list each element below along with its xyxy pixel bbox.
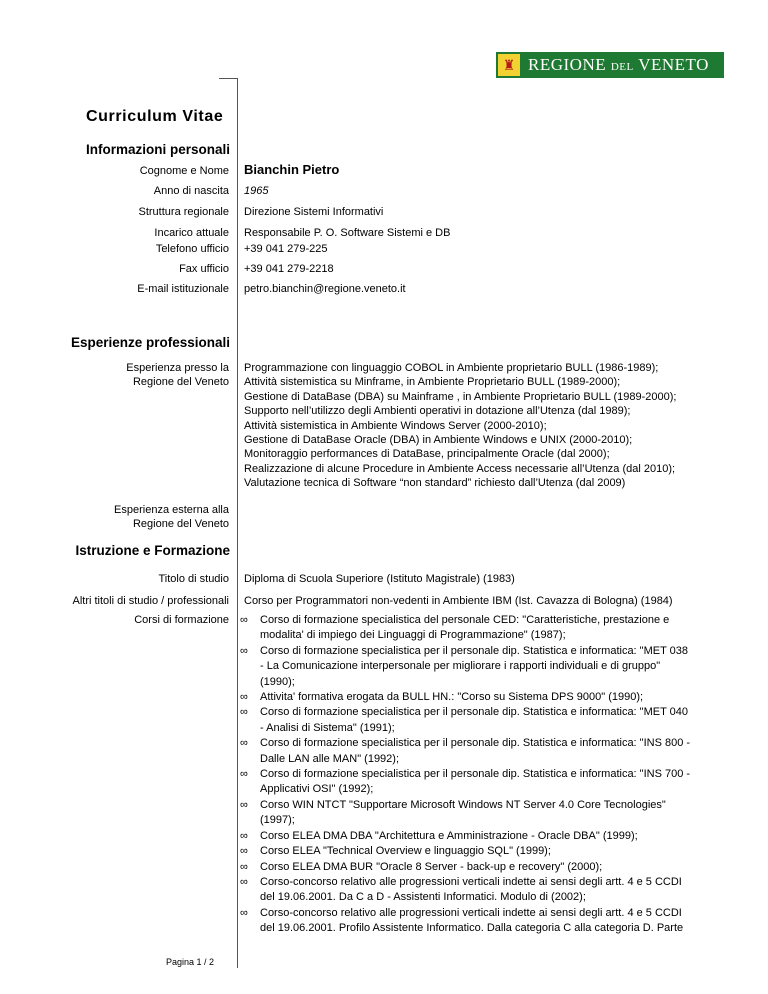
label-esperienza-interna-2: Regione del Veneto bbox=[132, 376, 229, 388]
infinity-bullet-icon: ∞ bbox=[240, 798, 248, 811]
label-corsi: Corsi di formazione bbox=[134, 614, 229, 626]
list-item: ∞ Corso di formazione specialistica per il personale dip. Statistica e informatica: "MET 038 - La Comunicazione interpersonale per migliorare i rapporti individuali e di gruppo" (1990); bbox=[240, 644, 689, 688]
regione-veneto-logo bbox=[496, 52, 724, 78]
infinity-bullet-icon: ∞ bbox=[240, 706, 248, 719]
list-item: ∞ Corso ELEA DMA DBA "Architettura e Amministrazione - Oracle DBA" (1999); bbox=[238, 829, 690, 844]
label-fax: Fax ufficio bbox=[179, 263, 229, 275]
list-item: Realizzazione di alcune Procedure in Ambiente Access necessarie all’Utenza (dal 2010); bbox=[244, 462, 676, 475]
lion-emblem-icon: ♜ bbox=[498, 54, 520, 76]
label-email: E-mail istituzionale bbox=[137, 283, 229, 295]
value-telefono: +39 041 279-225 bbox=[244, 243, 328, 255]
value-name: Bianchin Pietro bbox=[244, 162, 340, 177]
list-item: Programmazione con linguaggio COBOL in Ambiente proprietario BULL (1986-1989); bbox=[244, 362, 659, 374]
infinity-bullet-icon: ∞ bbox=[240, 845, 248, 858]
label-esperienza-esterna-2: Regione del Veneto bbox=[132, 518, 229, 530]
list-item: ∞ Corso di formazione specialistica per il personale dip. Statistica e informatica: "MET 040 - Analisi di Sistema" (1991); bbox=[240, 706, 689, 734]
label-incarico: Incarico attuale bbox=[154, 227, 229, 239]
corsi-list bbox=[238, 613, 690, 937]
list-item: Gestione di DataBase (DBA) su Mainframe , in Ambiente Proprietario BULL (1989-2000); bbox=[244, 390, 677, 403]
label-esperienza-esterna-1: Esperienza esterna alla bbox=[114, 504, 229, 516]
label-struttura: Struttura regionale bbox=[138, 206, 229, 218]
value-titolo-studio: Diploma di Scuola Superiore (Istituto Magistrale) (1983) bbox=[244, 573, 515, 585]
esperienze-interne-list bbox=[244, 361, 676, 491]
infinity-bullet-icon: ∞ bbox=[240, 829, 248, 842]
section-heading-esperienze: Esperienze professionali bbox=[70, 335, 230, 350]
label-altri-titoli: Altri titoli di studio / professionali bbox=[72, 595, 229, 607]
list-item: ∞ Corso di formazione specialistica per il personale dip. Statistica e informatica: "INS 700 - Applicativi OSI" (1992); bbox=[240, 768, 691, 796]
value-birth-year: 1965 bbox=[244, 185, 269, 197]
list-item: ∞ Corso ELEA "Technical Overview e linguaggio SQL" (1999); bbox=[238, 844, 690, 859]
infinity-bullet-icon: ∞ bbox=[240, 906, 248, 919]
list-item: Valutazione tecnica di Software “non standard” richiesto dall’Utenza (dal 2009) bbox=[244, 477, 626, 490]
list-item: ∞ Corso ELEA DMA BUR "Oracle 8 Server - back-up e recovery" (2000); bbox=[238, 860, 690, 875]
list-item: Attività sistemistica in Ambiente Windows Server (2000-2010); bbox=[244, 419, 547, 432]
list-item: ∞ Corso-concorso relativo alle progressioni verticali indette ai sensi degli artt. 4 e 5 CCDI del 19.06.2001. Profilo Assistente Informatico. Dalla categoria C alla categoria D. Parte bbox=[240, 906, 684, 935]
list-item: Supporto nell’utilizzo degli Ambienti operativi in dotazione all’Utenza (dal 1989); bbox=[244, 405, 631, 418]
value-email[interactable]: petro.bianchin@regione.veneto.it bbox=[244, 283, 406, 295]
list-item: ∞ Corso di formazione specialistica del personale CED: "Caratteristiche, prestazione e modalita' di impiego dei Linguaggi di Programmazione" (1987); bbox=[240, 614, 670, 642]
label-birth-year: Anno di nascita bbox=[153, 185, 229, 197]
section-heading-info: Informazioni personali bbox=[85, 142, 230, 157]
infinity-bullet-icon: ∞ bbox=[240, 644, 248, 657]
value-struttura: Direzione Sistemi Informativi bbox=[244, 206, 384, 218]
label-telefono: Telefono ufficio bbox=[155, 243, 229, 255]
infinity-bullet-icon: ∞ bbox=[240, 860, 248, 873]
list-item: ∞ Corso-concorso relativo alle progressioni verticali indette ai sensi degli artt. 4 e 5 CCDI del 19.06.2001. Da C a D - Assistenti Informatici. Modulo di (2002); bbox=[240, 875, 682, 904]
logo-text: REGIONE DEL VENETO bbox=[528, 55, 709, 74]
divider-hook bbox=[219, 78, 238, 79]
list-item: Attività sistemistica su Minframe, in Ambiente Proprietario BULL (1989-2000); bbox=[244, 376, 621, 389]
infinity-bullet-icon: ∞ bbox=[240, 768, 248, 781]
infinity-bullet-icon: ∞ bbox=[240, 875, 248, 888]
infinity-bullet-icon: ∞ bbox=[240, 691, 248, 704]
label-name: Cognome e Nome bbox=[139, 165, 229, 177]
value-altri-titoli: Corso per Programmatori non-vedenti in Ambiente IBM (Ist. Cavazza di Bologna) (1984) bbox=[244, 595, 673, 607]
list-item: Gestione di DataBase Oracle (DBA) in Ambiente Windows e UNIX (2000-2010); bbox=[244, 434, 633, 447]
page-number: Pagina 1 / 2 bbox=[166, 957, 215, 967]
label-esperienza-interna-1: Esperienza presso la bbox=[126, 362, 229, 374]
list-item: ∞ Corso WIN NTCT "Supportare Microsoft Windows NT Server 4.0 Core Tecnologies" (1997); bbox=[240, 798, 666, 827]
document-title: Curriculum Vitae bbox=[86, 108, 224, 125]
section-heading-istruzione: Istruzione e Formazione bbox=[75, 543, 230, 558]
list-item: ∞ Corso di formazione specialistica per il personale dip. Statistica e informatica: "INS 800 - Dalle LAN alle MAN" (1992); bbox=[240, 737, 691, 765]
list-item: Monitoraggio performances di DataBase, principalmente Oracle (dal 2000); bbox=[244, 448, 610, 461]
infinity-bullet-icon: ∞ bbox=[240, 614, 248, 626]
value-fax: +39 041 279-2218 bbox=[244, 263, 334, 275]
infinity-bullet-icon: ∞ bbox=[240, 737, 248, 750]
label-titolo-studio: Titolo di studio bbox=[158, 573, 229, 585]
list-item: ∞ Attivita' formativa erogata da BULL HN.: "Corso su Sistema DPS 9000" (1990); bbox=[238, 690, 690, 705]
value-incarico: Responsabile P. O. Software Sistemi e DB bbox=[244, 227, 451, 239]
